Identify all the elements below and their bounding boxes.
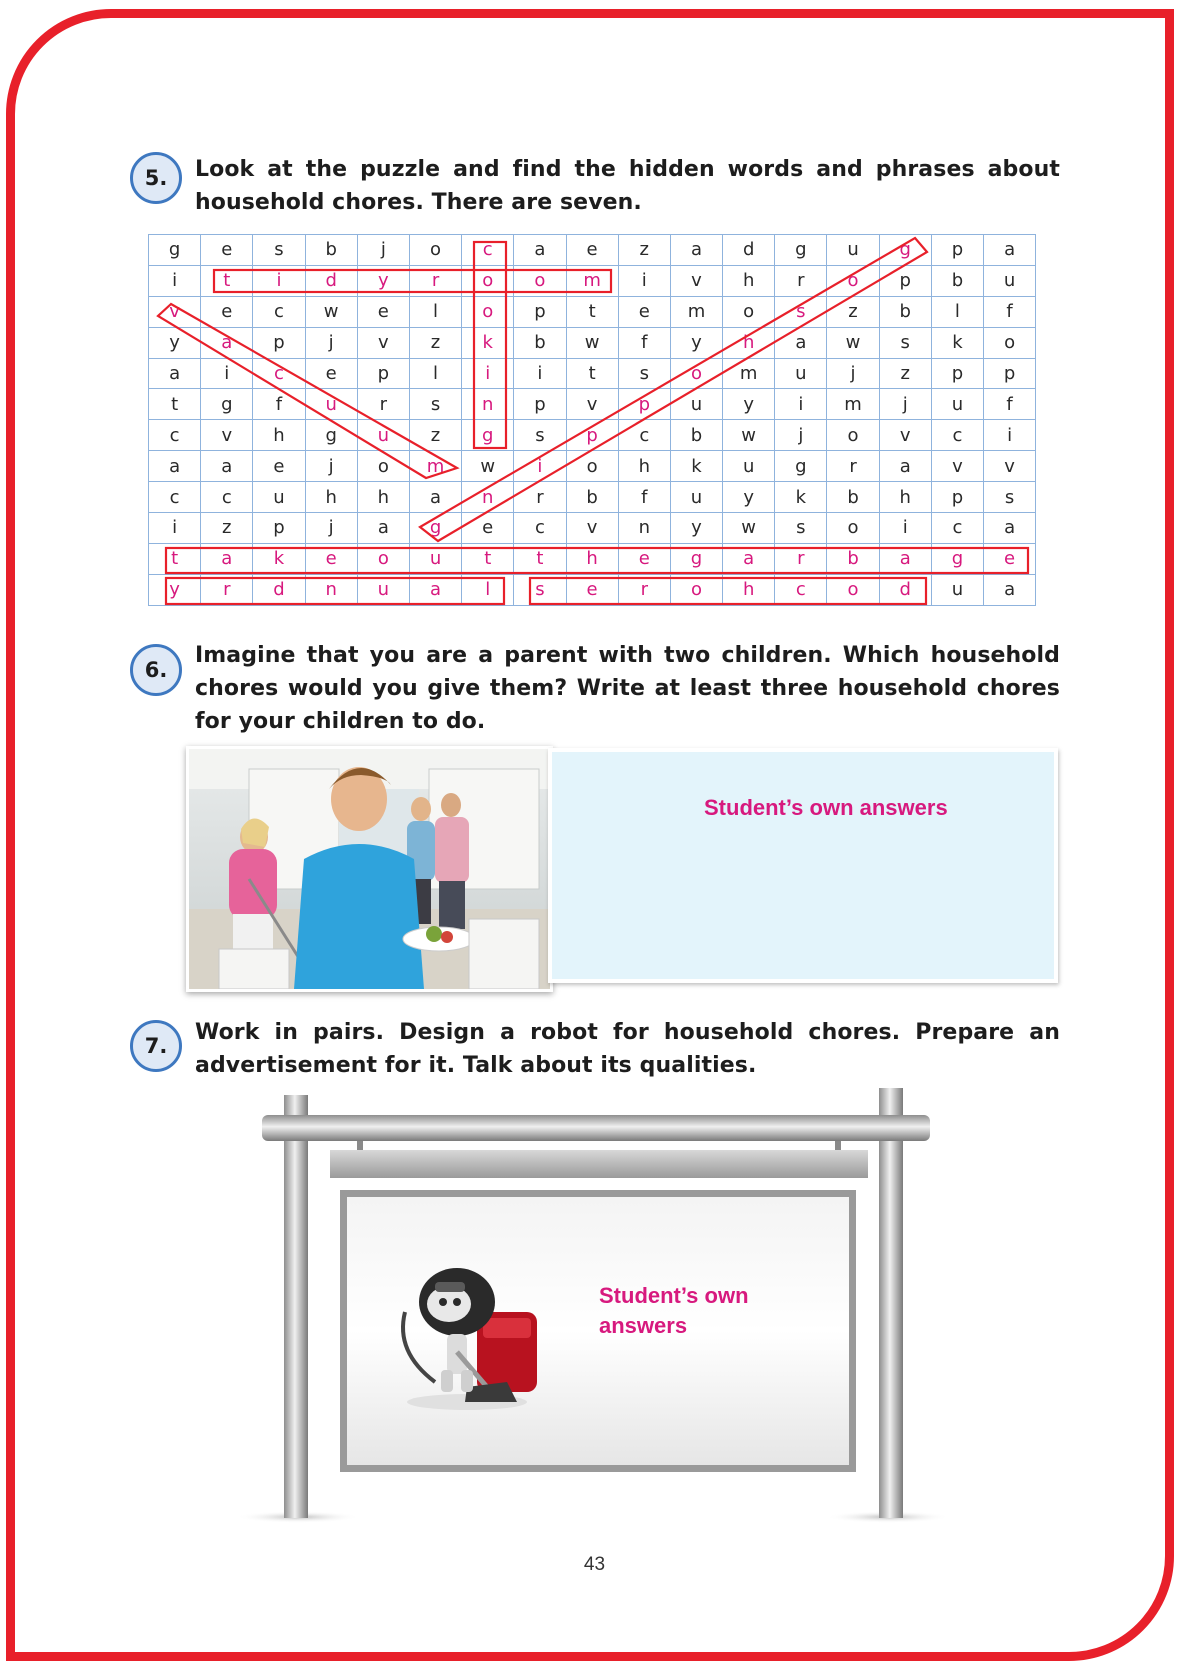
- grid-cell: p: [931, 482, 983, 513]
- grid-cell: j: [879, 389, 931, 420]
- grid-cell: o: [827, 265, 879, 296]
- grid-cell: f: [618, 482, 670, 513]
- grid-cell: v: [566, 389, 618, 420]
- grid-cell: z: [409, 420, 461, 451]
- grid-cell: s: [253, 235, 305, 266]
- grid-cell: a: [723, 543, 775, 574]
- grid-cell: y: [670, 513, 722, 544]
- grid-cell: i: [514, 451, 566, 482]
- grid-cell: e: [201, 235, 253, 266]
- grid-cell: a: [149, 451, 201, 482]
- grid-cell: v: [670, 265, 722, 296]
- grid-cell: s: [775, 296, 827, 327]
- grid-cell: v: [879, 420, 931, 451]
- grid-cell: l: [931, 296, 983, 327]
- grid-cell: c: [514, 513, 566, 544]
- grid-cell: k: [462, 327, 514, 358]
- grid-cell: p: [357, 358, 409, 389]
- grid-cell: h: [566, 543, 618, 574]
- grid-cell: i: [149, 265, 201, 296]
- grid-cell: k: [670, 451, 722, 482]
- grid-cell: z: [879, 358, 931, 389]
- grid-cell: v: [201, 420, 253, 451]
- grid-cell: s: [618, 358, 670, 389]
- grid-cell: p: [514, 389, 566, 420]
- grid-cell: a: [201, 543, 253, 574]
- grid-cell: t: [566, 358, 618, 389]
- grid-cell: u: [409, 543, 461, 574]
- grid-cell: v: [931, 451, 983, 482]
- grid-cell: u: [670, 482, 722, 513]
- grid-cell: c: [149, 482, 201, 513]
- grid-cell: y: [723, 482, 775, 513]
- q7-answer-line1: Student’s own: [599, 1283, 749, 1308]
- grid-cell: c: [149, 420, 201, 451]
- grid-cell: z: [618, 235, 670, 266]
- grid-cell: u: [931, 574, 983, 605]
- grid-cell: n: [462, 389, 514, 420]
- grid-cell: l: [409, 358, 461, 389]
- grid-cell: y: [149, 327, 201, 358]
- grid-cell: u: [253, 482, 305, 513]
- grid-cell: r: [201, 574, 253, 605]
- grid-cell: l: [462, 574, 514, 605]
- q6-answer: Student’s own answers: [704, 795, 948, 820]
- grid-cell: h: [253, 420, 305, 451]
- grid-cell: h: [879, 482, 931, 513]
- grid-cell: a: [409, 482, 461, 513]
- grid-cell: w: [723, 420, 775, 451]
- grid-cell: i: [775, 389, 827, 420]
- grid-cell: j: [357, 235, 409, 266]
- grid-cell: m: [566, 265, 618, 296]
- grid-cell: m: [827, 389, 879, 420]
- grid-cell: c: [775, 574, 827, 605]
- grid-cell: w: [723, 513, 775, 544]
- grid-cell: a: [409, 574, 461, 605]
- grid-cell: r: [357, 389, 409, 420]
- grid-cell: e: [305, 543, 357, 574]
- grid-cell: e: [566, 574, 618, 605]
- grid-cell: u: [723, 451, 775, 482]
- grid-cell: a: [670, 235, 722, 266]
- grid-cell: i: [984, 420, 1036, 451]
- grid-cell: z: [201, 513, 253, 544]
- grid-cell: p: [253, 513, 305, 544]
- grid-cell: o: [723, 296, 775, 327]
- grid-cell: k: [253, 543, 305, 574]
- grid-cell: p: [879, 265, 931, 296]
- grid-cell: t: [566, 296, 618, 327]
- q7-answer-line2: answers: [599, 1313, 688, 1338]
- grid-cell: g: [775, 451, 827, 482]
- grid-cell: h: [723, 327, 775, 358]
- grid-cell: o: [462, 265, 514, 296]
- grid-cell: i: [462, 358, 514, 389]
- grid-cell: b: [670, 420, 722, 451]
- grid-cell: t: [149, 389, 201, 420]
- right-pole: [879, 1088, 903, 1518]
- grid-cell: h: [618, 451, 670, 482]
- grid-cell: s: [514, 420, 566, 451]
- grid-cell: c: [201, 482, 253, 513]
- grid-cell: f: [984, 296, 1036, 327]
- grid-cell: c: [931, 420, 983, 451]
- question-5-number: 5.: [144, 166, 168, 190]
- grid-cell: k: [775, 482, 827, 513]
- grid-cell: i: [253, 265, 305, 296]
- grid-cell: s: [879, 327, 931, 358]
- grid-cell: j: [827, 358, 879, 389]
- grid-cell: g: [879, 235, 931, 266]
- grid-cell: d: [305, 265, 357, 296]
- grid-cell: o: [670, 574, 722, 605]
- grid-cell: a: [984, 574, 1036, 605]
- grid-cell: o: [462, 296, 514, 327]
- grid-cell: a: [201, 327, 253, 358]
- grid-cell: w: [566, 327, 618, 358]
- grid-cell: h: [723, 574, 775, 605]
- grid-cell: i: [201, 358, 253, 389]
- grid-cell: v: [357, 327, 409, 358]
- grid-cell: n: [618, 513, 670, 544]
- grid-cell: u: [357, 574, 409, 605]
- grid-cell: f: [618, 327, 670, 358]
- grid-cell: w: [827, 327, 879, 358]
- grid-cell: r: [409, 265, 461, 296]
- grid-cell: e: [253, 451, 305, 482]
- grid-cell: t: [514, 543, 566, 574]
- grid-cell: n: [305, 574, 357, 605]
- grid-cell: v: [149, 296, 201, 327]
- grid-cell: i: [618, 265, 670, 296]
- grid-cell: e: [566, 235, 618, 266]
- grid-cell: i: [149, 513, 201, 544]
- question-7-number: 7.: [144, 1034, 168, 1058]
- grid-cell: r: [775, 543, 827, 574]
- grid-cell: a: [879, 451, 931, 482]
- grid-cell: p: [514, 296, 566, 327]
- grid-cell: h: [723, 265, 775, 296]
- grid-cell: b: [827, 543, 879, 574]
- grid-cell: o: [827, 420, 879, 451]
- grid-cell: f: [253, 389, 305, 420]
- grid-cell: u: [670, 389, 722, 420]
- grid-cell: s: [775, 513, 827, 544]
- grid-cell: e: [618, 296, 670, 327]
- advertisement-board: [340, 1190, 856, 1472]
- grid-cell: b: [514, 327, 566, 358]
- page-number: 43: [583, 1554, 606, 1575]
- grid-cell: n: [462, 482, 514, 513]
- question-5-text: Look at the puzzle and find the hidden words and phrases about household chores. There are seven.: [195, 157, 1060, 215]
- grid-cell: c: [462, 235, 514, 266]
- grid-cell: a: [514, 235, 566, 266]
- grid-cell: e: [305, 358, 357, 389]
- grid-cell: p: [618, 389, 670, 420]
- grid-cell: o: [409, 235, 461, 266]
- grid-cell: m: [723, 358, 775, 389]
- grid-cell: m: [670, 296, 722, 327]
- grid-cell: s: [984, 482, 1036, 513]
- grid-cell: d: [253, 574, 305, 605]
- grid-cell: k: [931, 327, 983, 358]
- grid-cell: o: [670, 358, 722, 389]
- grid-cell: g: [305, 420, 357, 451]
- grid-cell: g: [931, 543, 983, 574]
- grid-cell: e: [201, 296, 253, 327]
- grid-cell: c: [253, 358, 305, 389]
- grid-cell: h: [305, 482, 357, 513]
- grid-cell: t: [462, 543, 514, 574]
- grid-cell: g: [670, 543, 722, 574]
- grid-cell: s: [514, 574, 566, 605]
- grid-cell: y: [149, 574, 201, 605]
- grid-cell: e: [462, 513, 514, 544]
- grid-cell: g: [775, 235, 827, 266]
- grid-cell: r: [827, 451, 879, 482]
- grid-cell: d: [723, 235, 775, 266]
- grid-cell: t: [149, 543, 201, 574]
- grid-cell: l: [409, 296, 461, 327]
- grid-cell: a: [201, 451, 253, 482]
- grid-cell: v: [566, 513, 618, 544]
- grid-cell: o: [357, 451, 409, 482]
- grid-cell: f: [984, 389, 1036, 420]
- grid-cell: o: [566, 451, 618, 482]
- grid-cell: a: [149, 358, 201, 389]
- grid-cell: m: [409, 451, 461, 482]
- grid-cell: y: [670, 327, 722, 358]
- left-pole: [284, 1095, 308, 1518]
- grid-cell: s: [409, 389, 461, 420]
- grid-cell: b: [305, 235, 357, 266]
- grid-cell: d: [879, 574, 931, 605]
- grid-cell: u: [305, 389, 357, 420]
- grid-cell: a: [984, 513, 1036, 544]
- grid-cell: j: [775, 420, 827, 451]
- grid-cell: b: [566, 482, 618, 513]
- grid-cell: p: [253, 327, 305, 358]
- grid-cell: e: [618, 543, 670, 574]
- grid-cell: a: [879, 543, 931, 574]
- grid-cell: u: [827, 235, 879, 266]
- grid-cell: u: [984, 265, 1036, 296]
- grid-cell: o: [827, 513, 879, 544]
- grid-cell: g: [462, 420, 514, 451]
- grid-cell: a: [357, 513, 409, 544]
- grid-cell: u: [775, 358, 827, 389]
- grid-cell: p: [984, 358, 1036, 389]
- q7-answer: [599, 1281, 749, 1341]
- grid-cell: e: [984, 543, 1036, 574]
- grid-cell: j: [305, 513, 357, 544]
- grid-cell: j: [305, 327, 357, 358]
- question-6-text: Imagine that you are a parent with two children. Which household chores would you give them? Write at least three household chores for your children to do.: [195, 643, 1060, 734]
- grid-cell: v: [984, 451, 1036, 482]
- grid-cell: a: [984, 235, 1036, 266]
- grid-cell: b: [879, 296, 931, 327]
- grid-cell: c: [253, 296, 305, 327]
- grid-cell: z: [409, 327, 461, 358]
- grid-cell: j: [305, 451, 357, 482]
- grid-cell: c: [931, 513, 983, 544]
- grid-cell: u: [357, 420, 409, 451]
- grid-cell: y: [357, 265, 409, 296]
- grid-cell: g: [409, 513, 461, 544]
- grid-cell: p: [931, 235, 983, 266]
- grid-cell: o: [827, 574, 879, 605]
- grid-cell: p: [566, 420, 618, 451]
- grid-cell: o: [514, 265, 566, 296]
- grid-cell: g: [201, 389, 253, 420]
- grid-cell: r: [514, 482, 566, 513]
- grid-cell: e: [357, 296, 409, 327]
- grid-cell: r: [775, 265, 827, 296]
- grid-cell: b: [827, 482, 879, 513]
- grid-cell: z: [827, 296, 879, 327]
- grid-cell: b: [931, 265, 983, 296]
- grid-cell: o: [984, 327, 1036, 358]
- grid-cell: r: [618, 574, 670, 605]
- question-7-text: Work in pairs. Design a robot for household chores. Prepare an advertisement for it. Talk about its qualities.: [195, 1020, 1060, 1078]
- grid-cell: c: [618, 420, 670, 451]
- grid-cell: o: [357, 543, 409, 574]
- grid-cell: w: [305, 296, 357, 327]
- grid-cell: y: [723, 389, 775, 420]
- board-header: [330, 1150, 868, 1178]
- grid-cell: h: [357, 482, 409, 513]
- top-bar: [262, 1115, 930, 1141]
- grid-cell: a: [775, 327, 827, 358]
- grid-cell: w: [462, 451, 514, 482]
- grid-cell: i: [879, 513, 931, 544]
- grid-cell: i: [514, 358, 566, 389]
- grid-cell: p: [931, 358, 983, 389]
- grid-cell: t: [201, 265, 253, 296]
- vacuum-robot-image: [387, 1252, 547, 1417]
- grid-cell: u: [931, 389, 983, 420]
- question-6-number: 6.: [144, 658, 168, 682]
- grid-cell: g: [149, 235, 201, 266]
